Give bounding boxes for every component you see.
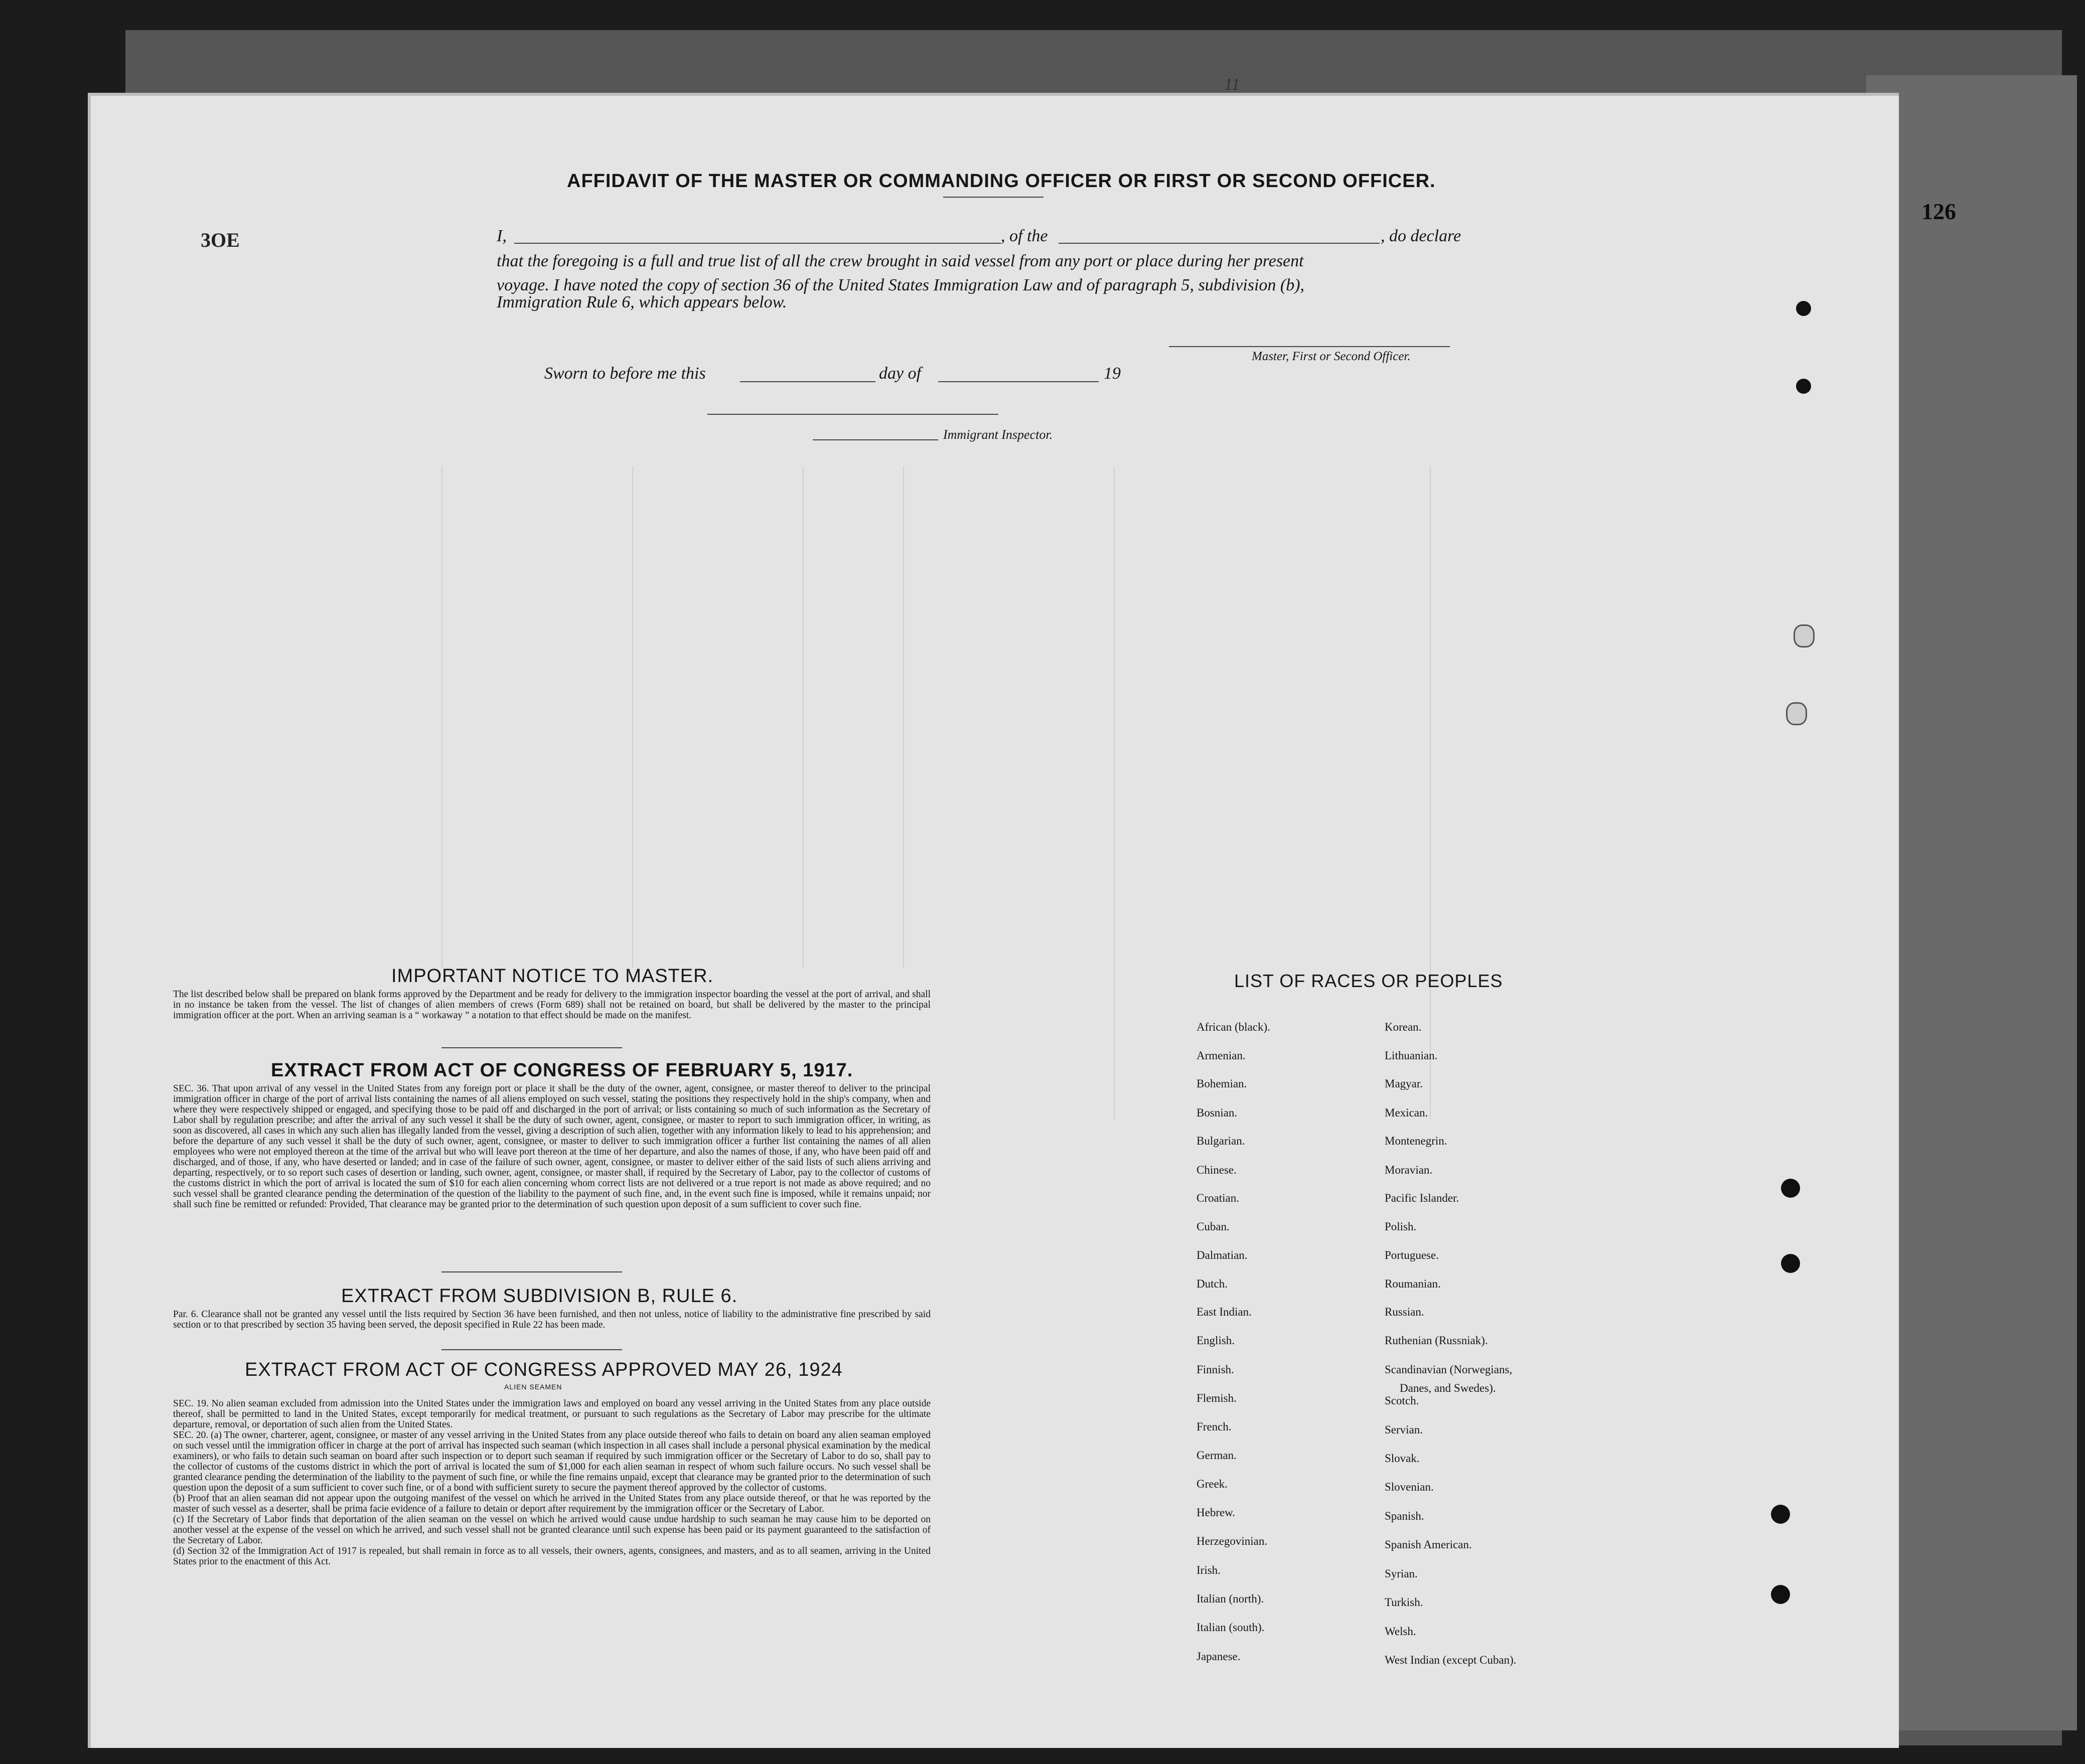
extract-1917-text: SEC. 36. That upon arrival of any vessel in the United States from any foreign port or place it shall be the duty of the owner, agent, consignee, or master thereof to deliver to the principal immigration officer in charge of the port of arrival lists containing the names of all aliens employed on such vessel, stating the positions they respectively hold in the ship's company, when and where they were respectively shipped or engaged, and specifying those to be paid off and discharged in the port of arrival; or lists containing so much of such information as the Secretary of Labor shall by regulation prescribe; and after the arrival of any such vessel it shall be the duty of such owner, agent, consignee, or master to report to such immigration officer, in writing, as soon as discovered, all cases in which any such alien has illegally landed from the vessel, giving a description of such alien, together with any information likely to lead to his apprehension; and before the departure of any such vessel it shall be the duty of such owner, agent, consignee, or master to deliver to such immigration officer a further list containing the names of all alien employees who were not employed thereon at the time of the arrival but who will leave port thereon at the time of her departure, and also the names of those, if any, who have been paid off and discharged, and of those, if any, who have deserted or landed; and in case of the failure of such owner, agent, consignee, or master to deliver either of the said lists of such aliens arriving and departing, respectively, or to so report such cases of desertion or landing, such owner, agent, consignee, or master shall, if required by the Secretary of Labor, pay to the collector of customs of the customs district in which the port of arrival is located the sum of $10 for each alien concerning whom correct lists are not delivered or a true report is not made as above required; and no such vessel shall be granted clearance pending the determination of the question of the liability to the payment of such fine, and, in the event such fine is imposed, while it remains unpaid; nor shall such fine be remitted or refunded: Provided, That clearance may be granted prior to the determination of such question upon deposit of a sum sufficient to cover such fine. — [173, 1083, 931, 1210]
day-of-label: day of — [879, 364, 922, 383]
race-item: Roumanian. — [1385, 1277, 1441, 1290]
race-item: Italian (north). — [1197, 1592, 1264, 1605]
punch-hole — [1796, 301, 1811, 316]
race-item: Chinese. — [1197, 1164, 1237, 1176]
extract-1924-sec20c: (c) If the Secretary of Labor finds that deportation of the alien seaman on the vessel on which he arrived would cause undue hardship to such seaman he may cause him to be deported on another vessel at the expense of the vessel on which he arrived, and such vessel shall not be granted clearance until such expense has been paid or its payment guaranteed to the satisfaction of the Secretary of Labor. — [173, 1514, 931, 1546]
extract-1924-sec20a: SEC. 20. (a) The owner, charterer, agent, consignee, or master of any vessel arriving in the United States from any place outside thereof who fails to detain on board any alien seaman employed on such vessel until the immigration officer in charge at the port of arrival has inspected such seaman (which inspection in all cases shall include a personal physical examination by the medical examiners), or who fails to detain such seaman on board after such inspection or to deport such seaman if required by such immigration officer or the Secretary of Labor to do so, shall pay to the collector of customs of the customs district in which the port of arrival is located the sum of $1,000 for each alien seaman in respect of whom such failure occurs. No such vessel shall be granted clearance pending the determination of the liability to the payment of such fine, or while the fine remains unpaid, except that clearance may be granted prior to the determination of such question upon the deposit of a sum sufficient to cover such fine, or of a bond with sufficient surety to secure the payment thereof approved by the collector of customs. — [173, 1430, 931, 1493]
punch-hole — [1771, 1585, 1790, 1604]
race-item: Bosnian. — [1197, 1106, 1238, 1119]
sworn-label: Sworn to before me this — [544, 364, 706, 383]
sworn-month-blank[interactable] — [938, 381, 1099, 382]
race-item: German. — [1197, 1449, 1237, 1462]
extract-1924-sec20d: (d) Section 32 of the Immigration Act of 1917 is repealed, but shall remain in force as to all vessels, their owners, agents, consignees, and masters, and as to all seamen, arriving in the United States prior to the enactment of this Act. — [173, 1546, 931, 1567]
notice-text: The list described below shall be prepared on blank forms approved by the Department and be ready for delivery to the immigration inspector boarding the vessel at the port of arrival, and shall in no instance be taken from the vessel. The list of changes of alien members of crews (Form 689) shall not be retained on board, but shall be delivered by the master to the principal immigration officer at the port. When an arriving seaman is a “ workaway ” a notation to that effect should be made on the manifest. — [173, 989, 931, 1021]
title-rule — [943, 197, 1044, 198]
race-item: Montenegrin. — [1385, 1135, 1447, 1147]
race-item: Syrian. — [1385, 1567, 1418, 1580]
race-item: Hebrew. — [1197, 1506, 1236, 1519]
race-item: Mexican. — [1385, 1106, 1428, 1119]
notice-title: IMPORTANT NOTICE TO MASTER. — [391, 966, 714, 987]
extract-1924-sec19: SEC. 19. No alien seaman excluded from admission into the United States under the immigration laws and employed on board any vessel arriving in the United States from any place outside thereof, shall be permitted to land in the United States, except temporarily for medical treatment, or pursuant to such regulations as the Secretary of Labor may prescribe for the ultimate departure, removal, or deportation of such alien from the United States. — [173, 1398, 931, 1430]
affidavit-line3: voyage. I have noted the copy of section 36 of the United States Immigration Law and of paragraph 5, subdivision (b), — [497, 276, 1305, 294]
race-item: Bulgarian. — [1197, 1135, 1245, 1147]
race-item: Polish. — [1385, 1220, 1417, 1233]
race-item: West Indian (except Cuban). — [1385, 1654, 1517, 1666]
left-code-mark: 3OE — [201, 229, 240, 251]
race-item: Dutch. — [1197, 1277, 1228, 1290]
extract-1924-text — [173, 1398, 931, 1567]
vessel-blank[interactable] — [1059, 243, 1380, 244]
race-item: French. — [1197, 1420, 1232, 1433]
ghost-rule — [1430, 466, 1431, 1118]
inspector-rule-top — [707, 414, 998, 415]
race-item: African (black). — [1197, 1021, 1270, 1033]
race-item: Bohemian. — [1197, 1077, 1247, 1090]
race-item: Turkish. — [1385, 1596, 1423, 1609]
punch-hole — [1796, 379, 1811, 394]
race-item: Slovenian. — [1385, 1481, 1434, 1493]
race-item: Magyar. — [1385, 1077, 1423, 1090]
extract-1917-rule — [441, 1271, 622, 1272]
affidavit-line2: that the foregoing is a full and true list of all the crew brought in said vessel from any port or place during her present — [497, 252, 1304, 270]
race-item: Russian. — [1385, 1306, 1424, 1318]
ghost-rule — [632, 466, 633, 968]
notice-rule — [441, 1047, 622, 1048]
ghost-rule — [803, 466, 804, 968]
affidavit-i-label: I, — [497, 227, 507, 245]
race-item: English. — [1197, 1334, 1235, 1347]
name-blank[interactable] — [514, 243, 1001, 244]
race-item: Scandinavian (Norwegians, — [1385, 1363, 1513, 1376]
race-item: Korean. — [1385, 1021, 1422, 1033]
inspector-signature-line[interactable] — [813, 439, 938, 440]
race-item: Portuguese. — [1385, 1249, 1439, 1261]
extract-rule6-title: EXTRACT FROM SUBDIVISION B, RULE 6. — [341, 1286, 738, 1307]
race-item: Servian. — [1385, 1423, 1423, 1436]
race-item: Herzegovinian. — [1197, 1535, 1268, 1547]
extract-rule6-text: Par. 6. Clearance shall not be granted any vessel until the lists required by Section 36 have been furnished, and then not unless, notice of liability to the administrative fine prescribed by said section or to that prescribed by section 35 having been served, the deposit specified in Rule 22 has been made. — [173, 1309, 931, 1330]
race-item-continuation: Danes, and Swedes). — [1400, 1382, 1496, 1394]
race-item: Croatian. — [1197, 1192, 1239, 1204]
affidavit-of-the: , of the — [1001, 227, 1048, 245]
master-signature-line[interactable] — [1169, 346, 1450, 347]
race-item: Greek. — [1197, 1478, 1228, 1490]
binder-tab — [1794, 624, 1815, 648]
race-item: Welsh. — [1385, 1625, 1416, 1638]
punch-hole — [1771, 1505, 1790, 1524]
race-item: Flemish. — [1197, 1392, 1237, 1404]
extract-1917-title: EXTRACT FROM ACT OF CONGRESS OF FEBRUARY 5, 1917. — [271, 1060, 853, 1081]
ghost-rule — [1114, 466, 1115, 1118]
race-item: Irish. — [1197, 1564, 1221, 1576]
sworn-day-blank[interactable] — [740, 381, 875, 382]
race-item: Slovak. — [1385, 1452, 1420, 1465]
master-signature-label: Master, First or Second Officer. — [1252, 350, 1411, 363]
punch-hole — [1781, 1179, 1800, 1198]
race-item: Pacific Islander. — [1385, 1192, 1459, 1204]
race-item: East Indian. — [1197, 1306, 1252, 1318]
race-item: Italian (south). — [1197, 1621, 1265, 1634]
affidavit-title: AFFIDAVIT OF THE MASTER OR COMMANDING OFFICER OR FIRST OR SECOND OFFICER. — [567, 171, 1436, 192]
race-item: Spanish American. — [1385, 1538, 1472, 1551]
extract-rule6-rule — [441, 1349, 622, 1350]
race-item: Moravian. — [1385, 1164, 1433, 1176]
race-item: Armenian. — [1197, 1049, 1246, 1062]
binder-tab — [1786, 702, 1807, 725]
page-number: 126 — [1921, 199, 1956, 224]
race-item: Ruthenian (Russniak). — [1385, 1334, 1488, 1347]
ghost-rule — [441, 466, 442, 968]
inspector-label: Immigrant Inspector. — [943, 427, 1053, 442]
year-label: 19 — [1104, 364, 1121, 383]
race-item: Spanish. — [1385, 1510, 1424, 1522]
extract-1924-title: EXTRACT FROM ACT OF CONGRESS APPROVED MAY 26, 1924 — [245, 1359, 843, 1380]
race-item: Lithuanian. — [1385, 1049, 1438, 1062]
race-item: Japanese. — [1197, 1650, 1241, 1663]
top-number: 11 — [1224, 75, 1240, 94]
extract-1924-sec20b: (b) Proof that an alien seaman did not appear upon the outgoing manifest of the vessel on which he arrived in the United States from any place outside thereof, or that he was reported by the master of such vessel as a deserter, shall be prima facie evidence of a failure to detain or deport after requirement by the immigration officer or the Secretary of Labor. — [173, 1493, 931, 1514]
punch-hole — [1781, 1254, 1800, 1273]
extract-1924-subtitle: ALIEN SEAMEN — [504, 1383, 562, 1391]
race-item: Scotch. — [1385, 1394, 1419, 1407]
race-item: Dalmatian. — [1197, 1249, 1248, 1261]
race-item: Cuban. — [1197, 1220, 1230, 1233]
affidavit-do-declare: , do declare — [1381, 227, 1461, 245]
race-item: Finnish. — [1197, 1363, 1234, 1376]
affidavit-line4: Immigration Rule 6, which appears below. — [497, 293, 787, 311]
races-title: LIST OF RACES OR PEOPLES — [1234, 971, 1503, 991]
ghost-rule — [903, 466, 904, 968]
